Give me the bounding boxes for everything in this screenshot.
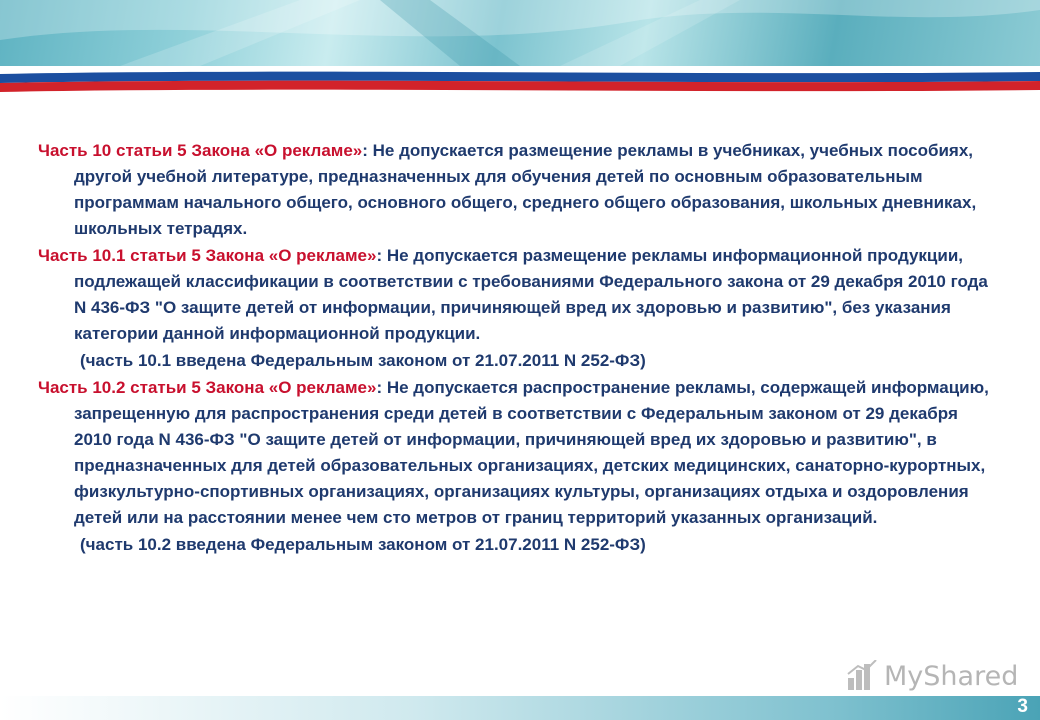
page-number: 3: [1017, 696, 1028, 717]
bar-chart-icon: [846, 660, 878, 692]
law-paragraph: [38, 375, 998, 531]
law-reference: Часть 10.2 статьи 5 Закона «О рекламе»: [38, 378, 377, 397]
slide-content: [38, 138, 998, 559]
amendment-note: (часть 10.1 введена Федеральным законом от 21.07.2011 N 252-ФЗ): [80, 351, 646, 370]
header-decoration: [0, 0, 1040, 66]
law-text: : Не допускается размещение рекламы информационной продукции, подлежащей классификации в соответствии с требованиями Федерального закона от 29 декабря 2010 года N 436-ФЗ "О защите детей от информации, причиняющей вред их здоровью и развитию", без указания категории данной информационной продукции.: [74, 246, 988, 343]
amendment-note: (часть 10.2 введена Федеральным законом от 21.07.2011 N 252-ФЗ): [80, 535, 646, 554]
watermark-text: MyShared: [884, 660, 1019, 692]
law-text: : Не допускается размещение рекламы в учебниках, учебных пособиях, другой учебной литературе, предназначенных для обучения детей по основным образовательным программам начального общего, основного общего, среднего общего образования, школьных дневниках, школьных тетрадях.: [74, 141, 977, 238]
slide-header-banner: [0, 0, 1040, 66]
slide-footer: [0, 696, 1040, 720]
flag-stripes: [0, 66, 1040, 96]
law-text: : Не допускается распространение рекламы, содержащей информацию, запрещенную для распространения среди детей в соответствии с Федеральным законом от 29 декабря 2010 года N 436-ФЗ "О защите детей от информации, причиняющей вред их здоровью и развитию", в предназначенных для детей образовательных организациях, детских медицинских, санаторно-курортных, физкультурно-спортивных организациях, организациях культуры, организациях отдыха и оздоровления детей или на расстоянии менее чем сто метров от границ территорий указанных организаций.: [74, 378, 989, 527]
law-reference: Часть 10.1 статьи 5 Закона «О рекламе»: [38, 246, 377, 265]
law-paragraph: [38, 138, 998, 242]
law-reference: Часть 10 статьи 5 Закона «О рекламе»: [38, 141, 363, 160]
watermark: [846, 656, 1018, 696]
law-paragraph: [38, 243, 998, 347]
